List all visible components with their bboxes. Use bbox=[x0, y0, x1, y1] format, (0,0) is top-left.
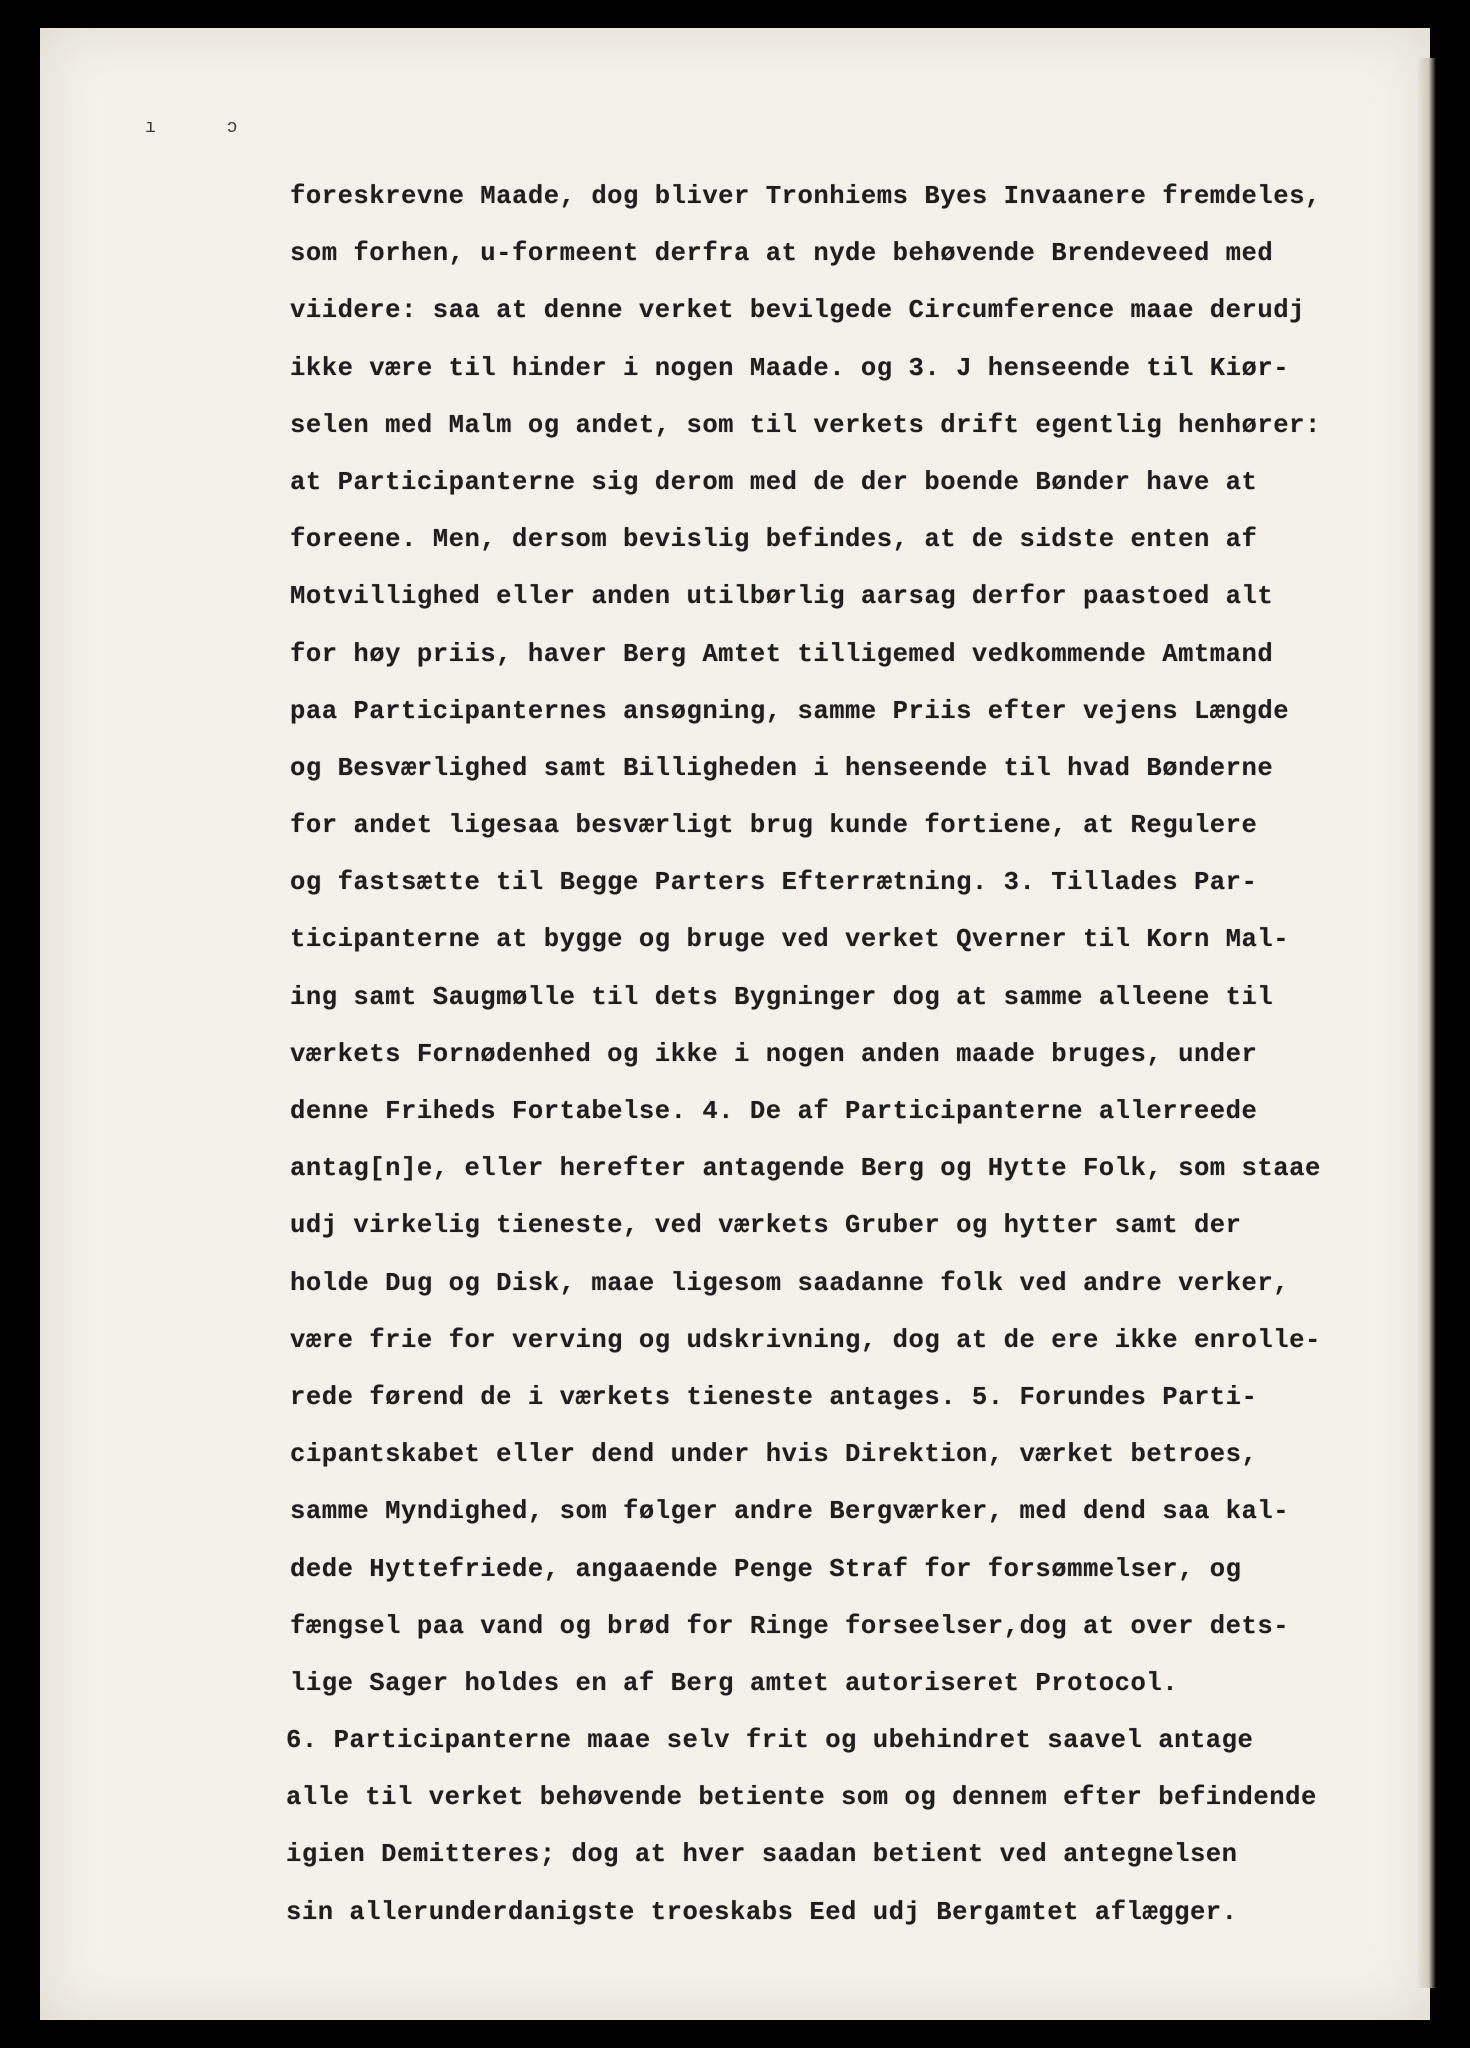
typewritten-text bbox=[286, 168, 1415, 1941]
text-line: denne Friheds Fortabelse. 4. De af Participanterne allerreede bbox=[290, 1097, 1258, 1126]
text-line: at Participanterne sig derom med de der boende Bønder have at bbox=[290, 467, 1258, 497]
text-line: værkets Fornødenhed og ikke i nogen anden maade bruges, under bbox=[290, 1039, 1258, 1069]
text-line: alle til verket behøvende betiente som og dennem efter befindende bbox=[286, 1783, 1317, 1813]
text-line: udj virkelig tieneste, ved værkets Gruber og hytter samt der bbox=[290, 1211, 1242, 1241]
text-line: foreene. Men, dersom bevislig befindes, at de sidste enten af bbox=[290, 525, 1258, 555]
text-line: ing samt Saugmølle til dets Bygninger dog at samme alleene til bbox=[290, 982, 1274, 1012]
text-line: samme Myndighed, som følger andre Bergværker, med dend saa kal- bbox=[290, 1497, 1290, 1527]
text-line: rede førend de i værkets tieneste antages. 5. Forundes Parti- bbox=[290, 1382, 1258, 1412]
page-mark-right: ɔ bbox=[226, 118, 238, 138]
text-line: for andet ligesaa besværligt brug kunde fortiene, at Regulere bbox=[290, 811, 1258, 841]
text-line: være frie for verving og udskrivning, dog at de ere ikke enrolle- bbox=[290, 1325, 1321, 1355]
text-line: og fastsætte til Begge Parters Efterrætning. 3. Tillades Par- bbox=[290, 868, 1258, 898]
text-line: viidere: saa at denne verket bevilgede Circumference maae derudj bbox=[290, 296, 1305, 326]
text-line: antag[n]e, eller herefter antagende Berg og Hytte Folk, som staae bbox=[290, 1154, 1321, 1184]
text-line: foreskrevne Maade, dog bliver Tronhiems Byes Invaanere fremdeles, bbox=[290, 182, 1321, 211]
page-mark-left: ı bbox=[145, 118, 156, 138]
text-line: sin allerunderdanigste troeskabs Eed udj Bergamtet aflægger. bbox=[286, 1897, 1238, 1927]
text-line: selen med Malm og andet, som til verkets drift egentlig henhører: bbox=[290, 410, 1321, 440]
text-line: cipantskabet eller dend under hvis Direktion, værket betroes, bbox=[290, 1440, 1258, 1470]
text-line: ticipanterne at bygge og bruge ved verket Qverner til Korn Mal- bbox=[290, 925, 1290, 955]
text-line: Motvillighed eller anden utilbørlig aarsag derfor paastoed alt bbox=[290, 582, 1274, 612]
text-line: som forhen, u-formeent derfra at nyde behøvende Brendeveed med bbox=[290, 239, 1274, 269]
text-line: ikke være til hinder i nogen Maade. og 3. J henseende til Kiør- bbox=[290, 353, 1290, 383]
text-line: dede Hyttefriede, angaaende Penge Straf for forsømmelser, og bbox=[290, 1554, 1242, 1584]
text-line: lige Sager holdes en af Berg amtet autoriseret Protocol. bbox=[290, 1668, 1179, 1698]
text-line: igien Demitteres; dog at hver saadan betient ved antegnelsen bbox=[286, 1840, 1238, 1870]
text-line: fængsel paa vand og brød for Ringe forseelser,dog at over dets- bbox=[290, 1611, 1290, 1641]
page-marks bbox=[145, 118, 297, 138]
text-line: for høy priis, haver Berg Amtet tilligemed vedkommende Amtmand bbox=[290, 639, 1274, 669]
text-line: holde Dug og Disk, maae ligesom saadanne folk ved andre verker, bbox=[290, 1268, 1290, 1298]
page-edge bbox=[1418, 58, 1436, 1988]
text-line: 6. Participanterne maae selv frit og ubehindret saavel antage bbox=[286, 1726, 1254, 1756]
text-line: paa Participanternes ansøgning, samme Priis efter vejens Længde bbox=[290, 696, 1290, 726]
text-line: og Besværlighed samt Billigheden i henseende til hvad Bønderne bbox=[290, 753, 1274, 783]
